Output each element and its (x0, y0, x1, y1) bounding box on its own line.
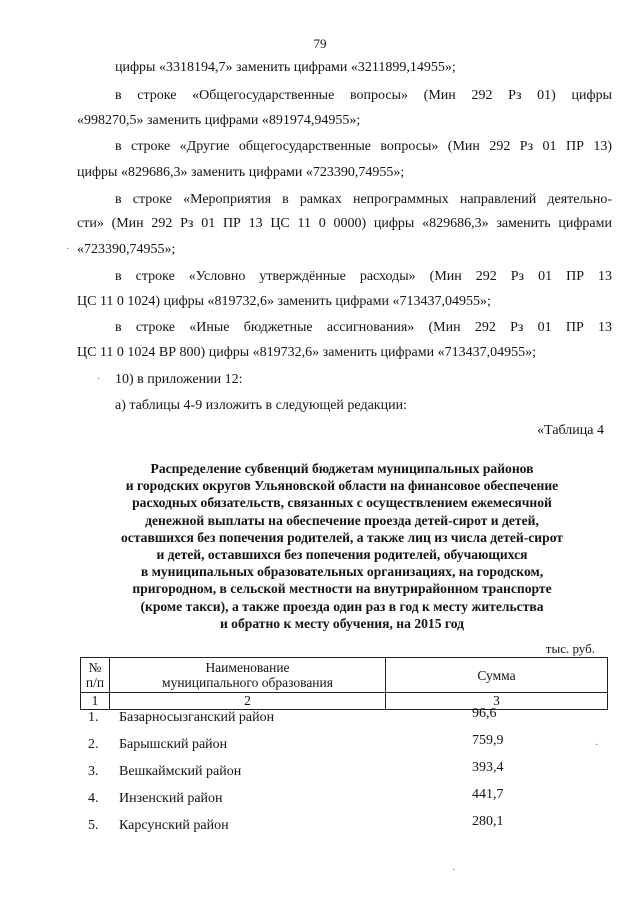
text-line: в строке «Другие общегосударственные вопросы» (Мин 292 Рз 01 ПР 13) (115, 139, 612, 154)
row-name: Базарносызганский район (119, 710, 275, 725)
table-row (80, 814, 608, 841)
row-number: 3. (88, 764, 99, 779)
row-name: Вешкаймский район (119, 764, 242, 779)
title-line: пригородном, в сельской местности на внутрирайонном транспорте (132, 581, 552, 597)
subvention-table-header (80, 657, 608, 710)
header-num: № п/п (81, 658, 110, 693)
row-name: Карсунский район (119, 818, 229, 833)
row-number: 2. (88, 737, 99, 752)
text-line: в строке «Условно утверждённые расходы» (Мин 292 Рз 01 ПР 13 (115, 269, 612, 284)
header-sum: Сумма (386, 658, 608, 693)
table-row (80, 706, 608, 733)
row-name: Инзенский район (119, 791, 223, 806)
title-line: оставшихся без попечения родителей, а также лиц из числа детей-сирот (121, 529, 563, 545)
table-body (80, 706, 608, 841)
text-line: «723390,74955»; (77, 242, 176, 257)
header-name: Наименование муниципального образования (110, 658, 386, 693)
title-line: и обратно к месту обучения, на 2015 год (219, 615, 465, 631)
title-line: и городских округов Ульяновской области на финансовое обеспечение (125, 478, 559, 494)
text-line: цифры «829686,3» заменить цифрами «723390,74955»; (77, 165, 405, 180)
text-line: в строке «Мероприятия в рамках непрограммных направлений деятельно- (115, 192, 612, 207)
title-line: в муниципальных образовательных организациях, на городском, (140, 564, 544, 580)
title-line: (кроме такси), а также проезда один раз в год к месту жительства (140, 598, 544, 614)
table-row (80, 760, 608, 787)
table-row (80, 787, 608, 814)
units-label: тыс. руб. (545, 641, 595, 656)
scan-speck: · (66, 244, 70, 255)
column-number: 3 (386, 693, 608, 710)
title-line: расходных обязательств, связанных с осуществлением ежемесячной (132, 495, 552, 511)
text-line: сти» (Мин 292 Рз 01 ПР 13 ЦС 11 0 0000) цифры «829686,3» заменить цифрами (77, 216, 612, 231)
row-sum: 441,7 (472, 787, 504, 802)
row-sum: 393,4 (472, 760, 504, 775)
text-line: 10) в приложении 12: (115, 372, 243, 387)
page-number: 79 (313, 36, 327, 51)
row-sum: 759,9 (472, 733, 504, 748)
scan-speck: · (595, 740, 599, 751)
title-line: денежной выплаты на обеспечение проезда детей-сирот и детей, (145, 512, 539, 528)
scan-speck: · (452, 865, 456, 876)
table-row (80, 733, 608, 760)
column-number: 1 (81, 693, 110, 710)
row-sum: 280,1 (472, 814, 504, 829)
text-line: в строке «Иные бюджетные ассигнования» (Мин 292 Рз 01 ПР 13 (115, 320, 612, 335)
text-line: цифры «3318194,7» заменить цифрами «3211899,14955»; (115, 60, 456, 75)
table-title (76, 460, 608, 632)
title-line: Распределение субвенций бюджетам муниципальных районов (150, 461, 534, 476)
title-line: и детей, оставшихся без попечения родителей, обучающихся (156, 547, 528, 563)
text-line: ЦС 11 0 1024 ВР 800) цифры «819732,6» заменить цифрами «713437,04955»; (77, 345, 536, 360)
row-number: 4. (88, 791, 99, 806)
row-number: 1. (88, 710, 99, 725)
row-number: 5. (88, 818, 99, 833)
row-sum: 96,6 (472, 706, 497, 721)
row-name: Барышский район (119, 737, 228, 752)
text-line: «998270,5» заменить цифрами «891974,94955»; (77, 113, 361, 128)
text-line: в строке «Общегосударственные вопросы» (Мин 292 Рз 01) цифры (115, 88, 612, 103)
table-caption: «Таблица 4 (537, 423, 604, 438)
scan-speck: · (97, 374, 101, 385)
text-line: ЦС 11 0 1024) цифры «819732,6» заменить цифрами «713437,04955»; (77, 294, 491, 309)
text-line: а) таблицы 4-9 изложить в следующей редакции: (115, 398, 407, 413)
column-number: 2 (110, 693, 386, 710)
